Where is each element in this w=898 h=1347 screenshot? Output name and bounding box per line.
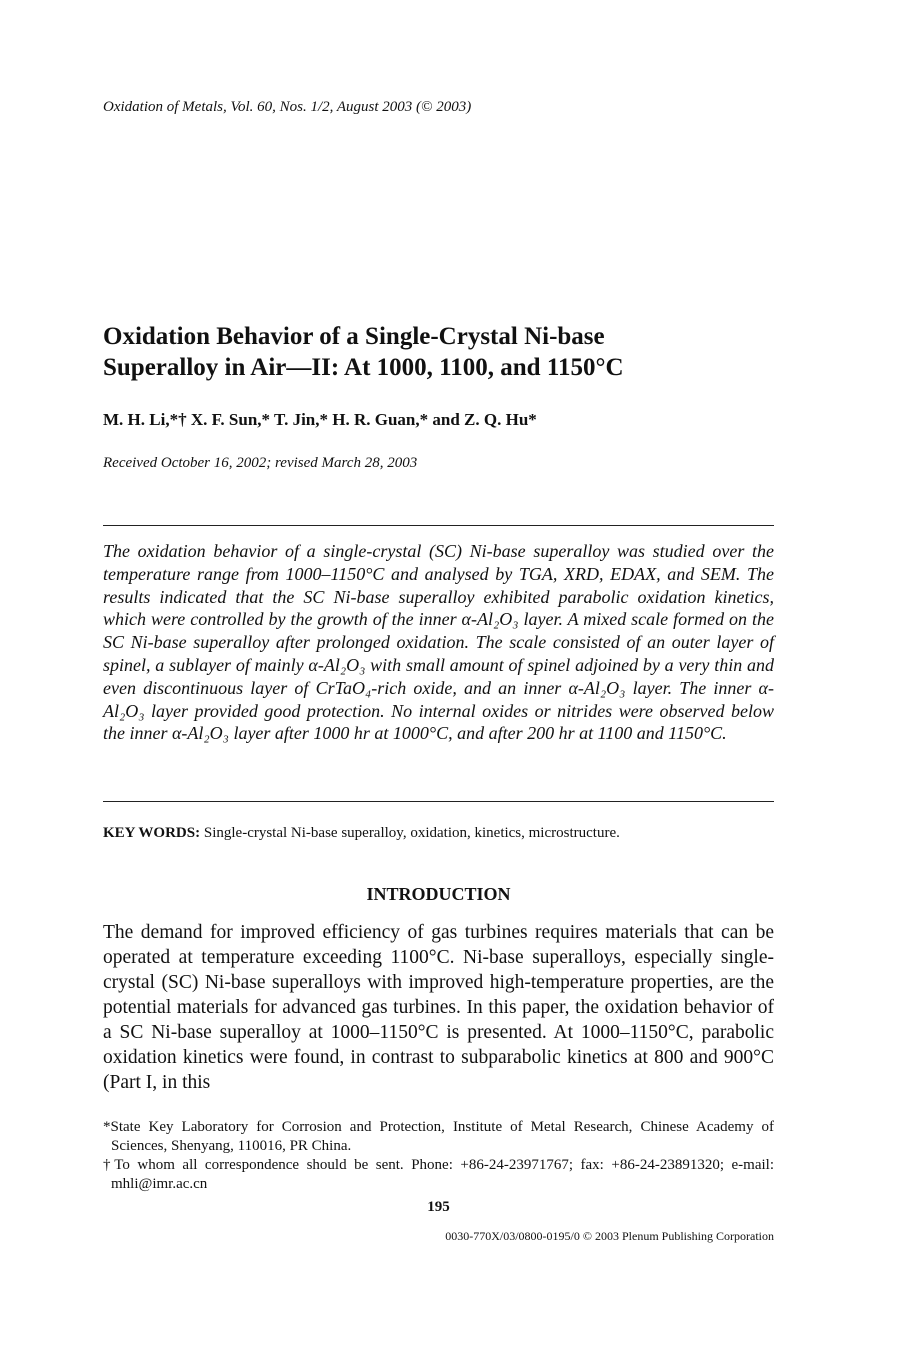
title-line-1: Oxidation Behavior of a Single-Crystal Ni-base [103, 323, 605, 350]
received-dates: Received October 16, 2002; revised March 28, 2003 [103, 455, 418, 471]
section-heading-introduction: INTRODUCTION [366, 884, 511, 904]
title-line-2: Superalloy in Air—II: At 1000, 1100, and 1150°C [103, 354, 624, 381]
introduction-paragraph: The demand for improved efficiency of gas turbines requires materials that can be operated at temperature exceeding 1100°C. Ni-base superalloys, especially single-crystal (SC) Ni-base superalloys with improved high-temperature properties, are the potential materials for advanced gas turbines. In this paper, the oxidation behavior of a SC Ni-base superalloy at 1000–1150°C is presented. At 1000–1150°C, parabolic oxidation kinetics were found, in contrast to subparabolic kinetics at 800 and 900°C (Part I, in this [103, 922, 774, 1093]
author-list: M. H. Li,*† X. F. Sun,* T. Jin,* H. R. Guan,* and Z. Q. Hu* [103, 410, 537, 429]
footnote-correspondence: †To whom all correspondence should be sent. Phone: +86-24-23971767; fax: +86-24-23891320; e-mail: mhli@imr.ac.cn [103, 1157, 774, 1192]
footnotes [103, 1118, 774, 1194]
paper-title [103, 321, 783, 383]
abstract-top-rule [103, 525, 774, 526]
keywords [103, 825, 620, 842]
keywords-text: Single-crystal Ni-base superalloy, oxidation, kinetics, microstructure. [200, 825, 620, 841]
journal-citation: Oxidation of Metals, Vol. 60, Nos. 1/2, August 2003 (© 2003) [103, 99, 472, 115]
keywords-label: KEY WORDS: [103, 825, 201, 841]
abstract-text: The oxidation behavior of a single-crystal (SC) Ni-base superalloy was studied over the temperature range from 1000–1150°C and analysed by TGA, XRD, EDAX, and SEM. The results indicated that the SC Ni-base superalloy exhibited parabolic oxidation kinetics, which were controlled by the growth of the inner α-Al₂O₃ layer. A mixed scale formed on the SC Ni-base superalloy after prolonged oxidation. The scale consisted of an outer layer of spinel, a sublayer of mainly α-Al₂O₃ with small amount of spinel adjoined by a very thin and even discontinuous layer of CrTaO₄-rich oxide, and an inner α-Al₂O₃ layer. The inner α-Al₂O₃ layer provided good protection. No internal oxides or nitrides were observed below the inner α-Al₂O₃ layer after 1000 hr at 1000°C, and after 200 hr at 1100 and 1150°C. [103, 541, 774, 744]
page-number: 195 [427, 1199, 450, 1215]
abstract-bottom-rule [103, 801, 774, 802]
footnote-affiliation: *State Key Laboratory for Corrosion and Protection, Institute of Metal Research, Chinese Academy of Sciences, Shenyang, 110016, PR China. [103, 1119, 774, 1154]
copyright-line: 0030-770X/03/0800-0195/0 © 2003 Plenum Publishing Corporation [445, 1229, 774, 1243]
